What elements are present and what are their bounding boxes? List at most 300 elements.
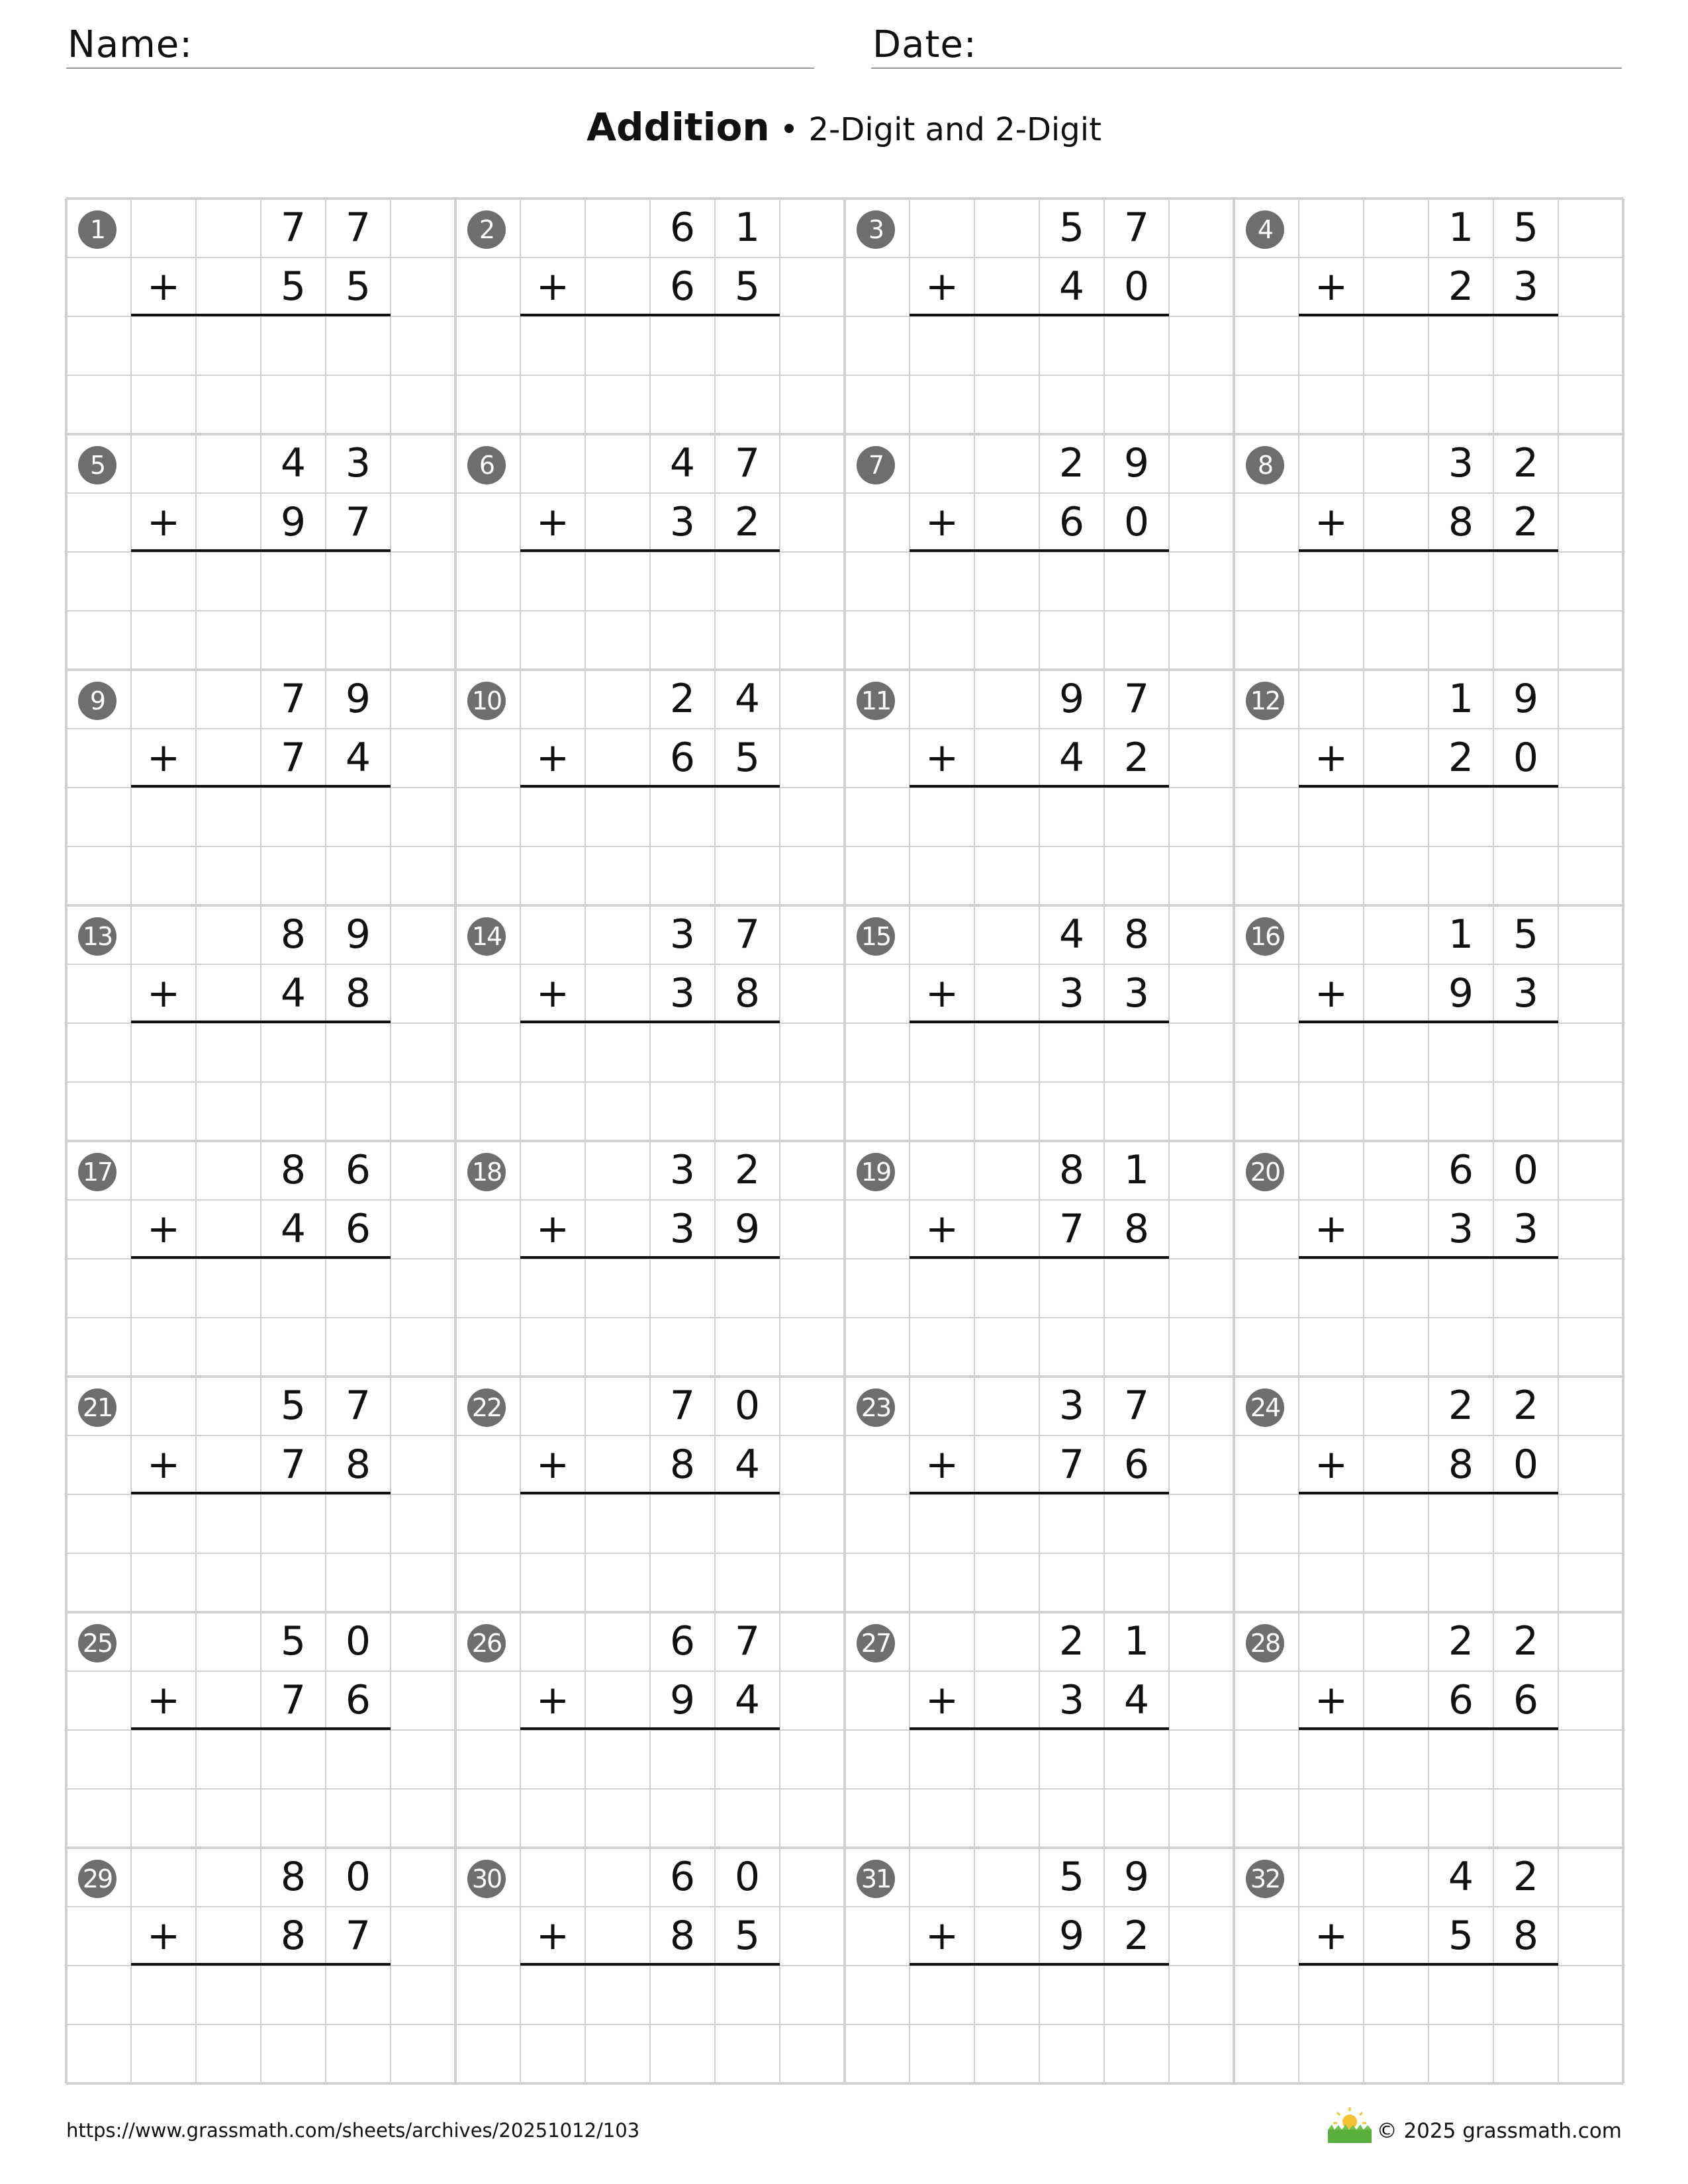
top-digit: 6 [669,205,696,251]
answer-cell[interactable] [261,1966,326,2025]
plus-sign: + [1314,970,1348,1017]
answer-cell[interactable] [520,1966,585,2025]
addition-problem [845,670,1234,905]
answer-cell[interactable] [1493,316,1558,375]
answer-cell[interactable] [1039,552,1104,611]
addition-problem [66,434,455,670]
answer-cell[interactable] [715,1494,780,1553]
bottom-digit: 2 [1123,735,1150,781]
addition-problem [1234,670,1623,905]
bottom-digit: 4 [280,1206,306,1252]
top-digit: 8 [1123,911,1150,958]
top-digit: 9 [1058,676,1085,722]
top-digit: 4 [669,440,696,486]
answer-cell[interactable] [1429,1023,1493,1082]
top-digit: 9 [345,911,371,958]
problem-number-badge: 6 [467,446,506,484]
addition-problem [845,1141,1234,1377]
answer-cell[interactable] [196,316,261,375]
top-digit: 9 [1513,676,1539,722]
bottom-digit: 5 [345,263,371,310]
answer-cell[interactable] [131,1730,196,1789]
plus-sign: + [1314,1206,1348,1252]
bottom-digit: 5 [1448,1913,1474,1959]
top-digit: 3 [1448,440,1474,486]
answer-cell[interactable] [196,1494,261,1553]
addition-problem [455,1141,845,1377]
answer-cell[interactable] [974,552,1039,611]
answer-cell[interactable] [650,1494,715,1553]
top-digit: 4 [1058,911,1085,958]
bottom-digit: 7 [280,1677,306,1723]
addition-problem [455,905,845,1141]
addition-problem [455,1848,845,2083]
bottom-digit: 9 [280,499,306,545]
bottom-digit: 4 [345,735,371,781]
addition-problem [455,670,845,905]
answer-cell[interactable] [326,1730,391,1789]
answer-cell[interactable] [131,1494,196,1553]
answer-cell[interactable] [974,316,1039,375]
answer-cell[interactable] [131,1259,196,1318]
plus-sign: + [925,499,959,545]
problem-number-badge: 28 [1246,1624,1284,1662]
title-subtitle: • 2-Digit and 2-Digit [769,111,1102,148]
bottom-digit: 2 [1513,499,1539,545]
top-digit: 7 [345,205,371,251]
top-digit: 8 [280,1147,306,1193]
answer-cell[interactable] [974,1023,1039,1082]
answer-cell[interactable] [1493,1494,1558,1553]
problem-number-badge: 11 [857,682,895,720]
grass-sun-logo-icon [1325,2106,1374,2146]
top-digit: 1 [1123,1147,1150,1193]
answer-cell[interactable] [1493,1023,1558,1082]
top-digit: 5 [1513,205,1539,251]
answer-cell[interactable] [131,1966,196,2025]
problem-number-badge: 26 [467,1624,506,1662]
answer-cell[interactable] [910,788,974,846]
footer-copyright: © 2025 grassmath.com [1376,2119,1622,2143]
bottom-digit: 6 [1058,499,1085,545]
answer-cell[interactable] [1429,1966,1493,2025]
top-digit: 5 [280,1383,306,1429]
plus-sign: + [1314,499,1348,545]
top-digit: 2 [1448,1618,1474,1664]
bottom-digit: 9 [669,1677,696,1723]
addition-problem [845,905,1234,1141]
answer-cell[interactable] [910,1259,974,1318]
plus-sign: + [146,970,181,1017]
top-digit: 4 [1448,1854,1474,1900]
plus-sign: + [1314,1913,1348,1959]
answer-cell[interactable] [1039,1494,1104,1553]
bottom-digit: 9 [734,1206,761,1252]
answer-cell[interactable] [1364,1023,1429,1082]
answer-cell[interactable] [1429,1730,1493,1789]
answer-cell[interactable] [585,788,650,846]
answer-cell[interactable] [585,552,650,611]
bottom-digit: 4 [1123,1677,1150,1723]
addition-problem [66,1848,455,2083]
plus-sign: + [146,1206,181,1252]
top-digit: 0 [345,1618,371,1664]
answer-cell[interactable] [910,1494,974,1553]
addition-problem [1234,1848,1623,2083]
answer-cell[interactable] [520,552,585,611]
top-digit: 0 [734,1383,761,1429]
plus-sign: + [536,1677,570,1723]
addition-problem [455,1612,845,1848]
bottom-digit: 8 [1448,499,1474,545]
plus-sign: + [1314,1677,1348,1723]
addition-problem [66,670,455,905]
bottom-digit: 2 [1448,735,1474,781]
bottom-digit: 4 [280,970,306,1017]
answer-cell[interactable] [910,552,974,611]
bottom-digit: 3 [669,1206,696,1252]
bottom-digit: 7 [280,1441,306,1488]
problem-number-badge: 14 [467,917,506,956]
bottom-digit: 8 [669,1913,696,1959]
problem-number-badge: 9 [78,682,117,720]
top-digit: 7 [734,911,761,958]
top-digit: 3 [669,911,696,958]
bottom-digit: 7 [1058,1206,1085,1252]
answer-cell[interactable] [650,788,715,846]
answer-cell[interactable] [1039,788,1104,846]
bottom-digit: 2 [1123,1913,1150,1959]
answer-cell[interactable] [520,1730,585,1789]
answer-cell[interactable] [1104,1730,1169,1789]
bottom-digit: 6 [669,735,696,781]
plus-sign: + [1314,735,1348,781]
bottom-digit: 8 [1448,1441,1474,1488]
answer-cell[interactable] [715,788,780,846]
top-digit: 2 [734,1147,761,1193]
answer-cell[interactable] [326,1966,391,2025]
addition-problem [845,1612,1234,1848]
answer-cell[interactable] [1299,1966,1364,2025]
answer-cell[interactable] [974,1966,1039,2025]
plus-sign: + [925,1677,959,1723]
answer-cell[interactable] [585,1494,650,1553]
answer-cell[interactable] [1039,1730,1104,1789]
answer-cell[interactable] [1493,1730,1558,1789]
answer-cell[interactable] [974,1259,1039,1318]
top-digit: 8 [1058,1147,1085,1193]
answer-cell[interactable] [585,1259,650,1318]
bottom-digit: 7 [345,499,371,545]
answer-cell[interactable] [261,1259,326,1318]
answer-cell[interactable] [715,316,780,375]
answer-cell[interactable] [261,788,326,846]
problem-number-badge: 20 [1246,1153,1284,1191]
answer-cell[interactable] [1299,552,1364,611]
answer-cell[interactable] [1364,788,1429,846]
answer-cell[interactable] [1104,1023,1169,1082]
answer-cell[interactable] [650,552,715,611]
answer-cell[interactable] [261,552,326,611]
answer-cell[interactable] [131,552,196,611]
addition-problem [66,1612,455,1848]
answer-cell[interactable] [1104,552,1169,611]
answer-cell[interactable] [1493,788,1558,846]
answer-cell[interactable] [1039,1259,1104,1318]
bottom-digit: 3 [1448,1206,1474,1252]
problem-number-badge: 23 [857,1388,895,1427]
top-digit: 7 [669,1383,696,1429]
problem-number-badge: 19 [857,1153,895,1191]
plus-sign: + [1314,263,1348,310]
bottom-digit: 3 [1058,970,1085,1017]
problem-number-badge: 10 [467,682,506,720]
top-digit: 7 [1123,205,1150,251]
answer-cell[interactable] [1364,316,1429,375]
answer-cell[interactable] [1429,552,1493,611]
problem-number-badge: 22 [467,1388,506,1427]
answer-cell[interactable] [1364,1730,1429,1789]
answer-cell[interactable] [1364,1966,1429,2025]
top-digit: 2 [1058,440,1085,486]
answer-cell[interactable] [520,1023,585,1082]
answer-cell[interactable] [715,552,780,611]
problem-number-badge: 21 [78,1388,117,1427]
plus-sign: + [536,970,570,1017]
date-field[interactable] [871,20,1622,69]
bottom-digit: 8 [734,970,761,1017]
answer-cell[interactable] [196,788,261,846]
answer-cell[interactable] [1104,1494,1169,1553]
problem-number-badge: 15 [857,917,895,956]
answer-cell[interactable] [261,1730,326,1789]
plus-sign: + [925,970,959,1017]
answer-cell[interactable] [1429,1494,1493,1553]
bottom-digit: 3 [1513,970,1539,1017]
bottom-digit: 0 [1513,735,1539,781]
addition-problem [455,1377,845,1612]
answer-cell[interactable] [910,1966,974,2025]
answer-cell[interactable] [326,1494,391,1553]
answer-cell[interactable] [1104,316,1169,375]
answer-cell[interactable] [1493,1259,1558,1318]
answer-cell[interactable] [520,788,585,846]
answer-cell[interactable] [131,316,196,375]
answer-cell[interactable] [1364,1259,1429,1318]
answer-cell[interactable] [1104,1966,1169,2025]
bottom-digit: 8 [669,1441,696,1488]
plus-sign: + [146,1441,181,1488]
addition-problem [66,199,455,434]
bottom-digit: 3 [669,970,696,1017]
answer-cell[interactable] [715,1966,780,2025]
answer-cell[interactable] [196,1730,261,1789]
answer-cell[interactable] [196,1259,261,1318]
name-label: Name: [68,23,193,66]
answer-cell[interactable] [585,1730,650,1789]
worksheet-title [0,105,1688,150]
answer-cell[interactable] [1299,1259,1364,1318]
plus-sign: + [925,735,959,781]
top-digit: 6 [669,1618,696,1664]
problem-number-badge: 13 [78,917,117,956]
plus-sign: + [925,1913,959,1959]
addition-problem [1234,434,1623,670]
top-digit: 1 [1448,911,1474,958]
addition-problem [1234,199,1623,434]
bottom-digit: 7 [1058,1441,1085,1488]
addition-problem [1234,905,1623,1141]
top-digit: 3 [669,1147,696,1193]
answer-cell[interactable] [1104,788,1169,846]
answer-cell[interactable] [1299,1730,1364,1789]
top-digit: 9 [1123,440,1150,486]
bottom-digit: 9 [1448,970,1474,1017]
answer-cell[interactable] [1429,316,1493,375]
answer-cell[interactable] [326,1259,391,1318]
problem-number-badge: 29 [78,1860,117,1898]
top-digit: 5 [280,1618,306,1664]
top-digit: 7 [1123,676,1150,722]
answer-cell[interactable] [131,1023,196,1082]
top-digit: 7 [734,440,761,486]
answer-cell[interactable] [1429,1259,1493,1318]
answer-cell[interactable] [1299,1494,1364,1553]
plus-sign: + [146,1677,181,1723]
answer-cell[interactable] [715,1730,780,1789]
bottom-digit: 9 [1058,1913,1085,1959]
top-digit: 1 [734,205,761,251]
answer-cell[interactable] [650,1259,715,1318]
answer-cell[interactable] [261,316,326,375]
bottom-digit: 3 [1513,1206,1539,1252]
bottom-digit: 5 [734,1913,761,1959]
addition-problem [66,1141,455,1377]
answer-cell[interactable] [1364,1494,1429,1553]
answer-cell[interactable] [715,1259,780,1318]
bottom-digit: 6 [345,1677,371,1723]
top-digit: 7 [345,1383,371,1429]
answer-cell[interactable] [974,788,1039,846]
top-digit: 6 [345,1147,371,1193]
bottom-digit: 3 [1058,1677,1085,1723]
answer-cell[interactable] [585,1023,650,1082]
bottom-digit: 6 [345,1206,371,1252]
top-digit: 9 [1123,1854,1150,1900]
answer-cell[interactable] [1364,552,1429,611]
answer-cell[interactable] [1493,1966,1558,2025]
answer-cell[interactable] [1039,316,1104,375]
answer-cell[interactable] [1039,1966,1104,2025]
plus-sign: + [536,499,570,545]
top-digit: 1 [1448,205,1474,251]
answer-cell[interactable] [650,316,715,375]
answer-cell[interactable] [261,1023,326,1082]
answer-cell[interactable] [585,316,650,375]
answer-cell[interactable] [585,1966,650,2025]
answer-cell[interactable] [974,1730,1039,1789]
answer-cell[interactable] [910,1730,974,1789]
bottom-digit: 8 [345,1441,371,1488]
plus-sign: + [536,1441,570,1488]
answer-cell[interactable] [1299,1023,1364,1082]
top-digit: 8 [280,1854,306,1900]
answer-cell[interactable] [326,1023,391,1082]
bottom-digit: 3 [1513,263,1539,310]
answer-cell[interactable] [131,788,196,846]
addition-problem [1234,1141,1623,1377]
problem-number-badge: 12 [1246,682,1284,720]
top-digit: 5 [1513,911,1539,958]
answer-cell[interactable] [1299,316,1364,375]
top-digit: 0 [1513,1147,1539,1193]
answer-cell[interactable] [326,788,391,846]
bottom-digit: 2 [1448,263,1474,310]
bottom-digit: 4 [1058,735,1085,781]
answer-cell[interactable] [650,1023,715,1082]
answer-cell[interactable] [196,552,261,611]
top-digit: 1 [1123,1618,1150,1664]
top-digit: 0 [734,1854,761,1900]
plus-sign: + [536,263,570,310]
answer-cell[interactable] [650,1966,715,2025]
problem-number-badge: 1 [78,210,117,249]
plus-sign: + [536,1913,570,1959]
answer-cell[interactable] [520,1259,585,1318]
answer-cell[interactable] [910,316,974,375]
top-digit: 7 [280,205,306,251]
answer-cell[interactable] [1493,552,1558,611]
top-digit: 5 [1058,205,1085,251]
top-digit: 0 [345,1854,371,1900]
top-digit: 9 [345,676,371,722]
top-digit: 2 [1513,440,1539,486]
bottom-digit: 6 [1448,1677,1474,1723]
problem-number-badge: 2 [467,210,506,249]
bottom-digit: 6 [1513,1677,1539,1723]
addition-problem [66,905,455,1141]
top-digit: 4 [280,440,306,486]
answer-cell[interactable] [715,1023,780,1082]
addition-problem [1234,1377,1623,1612]
answer-cell[interactable] [1104,1259,1169,1318]
answer-cell[interactable] [261,1494,326,1553]
answer-cell[interactable] [196,1023,261,1082]
answer-cell[interactable] [1039,1023,1104,1082]
plus-sign: + [536,735,570,781]
answer-cell[interactable] [974,1494,1039,1553]
answer-cell[interactable] [520,316,585,375]
name-field[interactable] [66,20,814,69]
answer-cell[interactable] [1429,788,1493,846]
top-digit: 2 [1513,1383,1539,1429]
answer-cell[interactable] [326,316,391,375]
answer-cell[interactable] [196,1966,261,2025]
bottom-digit: 7 [280,735,306,781]
bottom-digit: 0 [1513,1441,1539,1488]
answer-cell[interactable] [520,1494,585,1553]
plus-sign: + [925,263,959,310]
answer-cell[interactable] [910,1023,974,1082]
plus-sign: + [925,1206,959,1252]
answer-cell[interactable] [1299,788,1364,846]
answer-cell[interactable] [650,1730,715,1789]
addition-problem [845,434,1234,670]
answer-cell[interactable] [326,552,391,611]
top-digit: 4 [734,676,761,722]
addition-problem [845,199,1234,434]
problem-number-badge: 8 [1246,446,1284,484]
